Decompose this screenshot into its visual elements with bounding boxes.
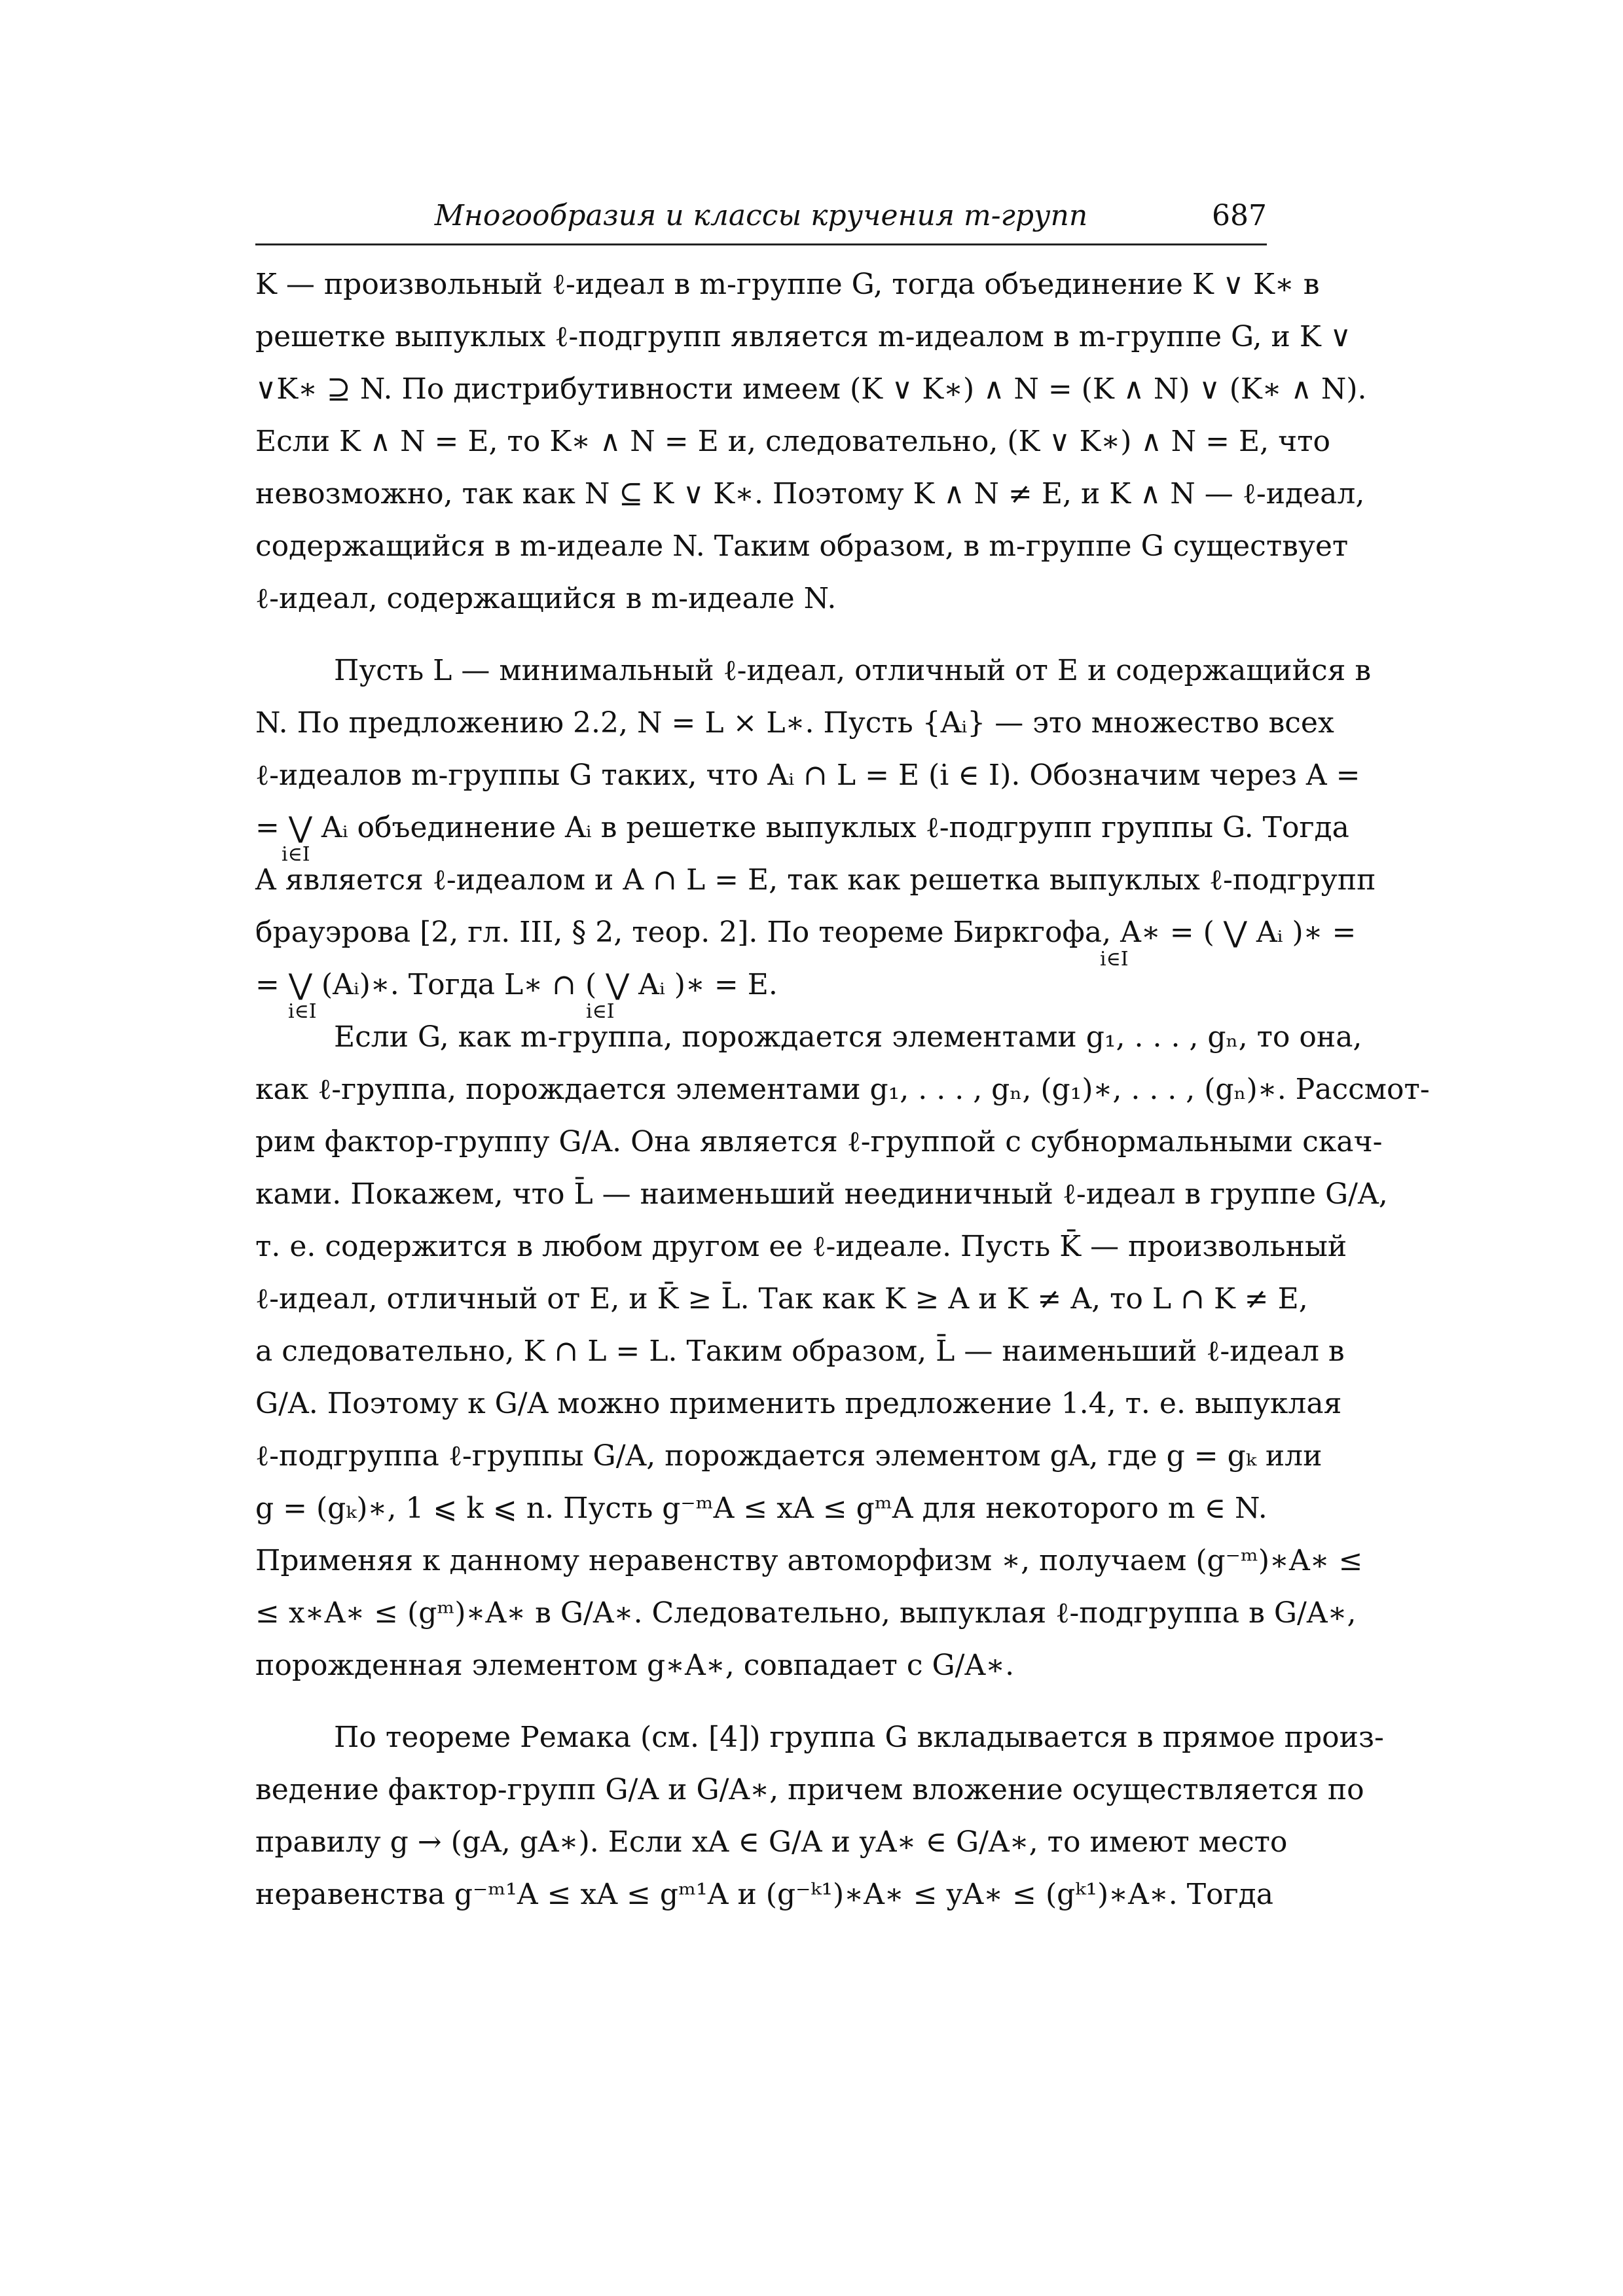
text-line: A является ℓ-идеалом и A ∩ L = E, так как решетка выпуклых ℓ-подгрупп bbox=[255, 863, 1376, 897]
text-line: ∨K∗ ⊇ N. По дистрибутивности имеем (K ∨ K∗) ∧ N = (K ∧ N) ∨ (K∗ ∧ N). bbox=[255, 372, 1367, 406]
text-line: ками. Покажем, что L̄ — наименьший неединичный ℓ-идеал в группе G/A, bbox=[255, 1177, 1388, 1211]
index-subscript: i∈I bbox=[282, 843, 310, 866]
text-line: невозможно, так как N ⊆ K ∨ K∗. Поэтому K ∧ N ≠ E, и K ∧ N — ℓ-идеал, bbox=[255, 477, 1365, 511]
formula-line bbox=[255, 959, 1267, 1023]
text-line: N. По предложению 2.2, N = L × L∗. Пусть {Aᵢ} — это множество всех bbox=[255, 706, 1334, 740]
text-line: ℓ-идеал, содержащийся в m-идеале N. bbox=[255, 582, 837, 615]
text-line: ведение фактор-групп G/A и G/A∗, причем вложение осуществляется по bbox=[255, 1773, 1364, 1806]
index-subscript: i∈I bbox=[586, 1000, 615, 1023]
text-line: По теореме Ремака (см. [4]) группа G вкладывается в прямое произ- bbox=[334, 1721, 1384, 1754]
text-line: правилу g → (gA, gA∗). Если xA ∈ G/A и yA∗ ∈ G/A∗, то имеют место bbox=[255, 1825, 1288, 1859]
paragraph bbox=[255, 1712, 1384, 1921]
text-line: т. е. содержится в любом другом ее ℓ-идеале. Пусть K̄ — произвольный bbox=[255, 1230, 1347, 1263]
text-body bbox=[255, 259, 1430, 1921]
page bbox=[255, 196, 1430, 1921]
text-line: g = (gₖ)∗, 1 ⩽ k ⩽ n. Пусть g⁻ᵐA ≤ xA ≤ gᵐA для некоторого m ∈ N. bbox=[255, 1492, 1267, 1525]
text-line: как ℓ-группа, порождается элементами g₁, . . . , gₙ, (g₁)∗, . . . , (gₙ)∗. Рассмот- bbox=[255, 1073, 1430, 1106]
text-line: Если K ∧ N = E, то K∗ ∧ N = E и, следовательно, (K ∨ K∗) ∧ N = E, что bbox=[255, 425, 1331, 458]
running-title: Многообразия и классы кручения m-групп bbox=[434, 199, 1088, 232]
paragraph bbox=[255, 259, 1367, 625]
text-line: а следовательно, K ∩ L = L. Таким образом, L̄ — наименьший ℓ-идеал в bbox=[255, 1335, 1345, 1368]
formula-line bbox=[255, 906, 1357, 971]
text-line: Если G, как m-группа, порождается элементами g₁, . . . , gₙ, то она, bbox=[334, 1020, 1362, 1054]
text-line: содержащийся в m-идеале N. Таким образом, в m-группе G существует bbox=[255, 529, 1349, 563]
index-subscript: i∈I bbox=[1100, 948, 1129, 971]
text-line: ≤ x∗A∗ ≤ (gᵐ)∗A∗ в G/A∗. Следовательно, выпуклая ℓ-подгруппа в G/A∗, bbox=[255, 1596, 1357, 1630]
text-line: ℓ-идеал, отличный от E, и K̄ ≥ L̄. Так как K ≥ A и K ≠ A, то L ∩ K ≠ E, bbox=[255, 1282, 1308, 1316]
text-line: = ⋁ Aᵢ объединение Aᵢ в решетке выпуклых ℓ-подгрупп группы G. Тогда bbox=[255, 811, 1349, 844]
running-header bbox=[255, 196, 1267, 245]
index-subscript: i∈I bbox=[288, 1000, 317, 1023]
formula-line bbox=[255, 802, 1349, 866]
text-line: решетке выпуклых ℓ-подгрупп является m-идеалом в m-группе G, и K ∨ bbox=[255, 320, 1351, 353]
text-line: Применяя к данному неравенству автоморфизм ∗, получаем (g⁻ᵐ)∗A∗ ≤ bbox=[255, 1544, 1363, 1577]
page-number: 687 bbox=[1212, 199, 1267, 232]
text-line: ℓ-идеалов m-группы G таких, что Aᵢ ∩ L = E (i ∈ I). Обозначим через A = bbox=[255, 759, 1360, 792]
text-line: брауэрова [2, гл. III, § 2, теор. 2]. По теореме Биркгофа, A∗ = ( ⋁ Aᵢ )∗ = bbox=[255, 916, 1357, 949]
text-line: Пусть L — минимальный ℓ-идеал, отличный от E и содержащийся в bbox=[334, 654, 1372, 687]
text-line: рим фактор-группу G/A. Она является ℓ-группой с субнормальными скач- bbox=[255, 1125, 1383, 1158]
paragraph bbox=[255, 645, 1376, 1023]
text-line: K — произвольный ℓ-идеал в m-группе G, тогда объединение K ∨ K∗ в bbox=[255, 268, 1320, 301]
text-line: ℓ-подгруппа ℓ-группы G/A, порождается элементом gA, где g = gₖ или bbox=[255, 1439, 1322, 1473]
text-line: порожденная элементом g∗A∗, совпадает с G/A∗. bbox=[255, 1649, 1015, 1682]
text-line: неравенства g⁻ᵐ¹A ≤ xA ≤ gᵐ¹A и (g⁻ᵏ¹)∗A∗ ≤ yA∗ ≤ (gᵏ¹)∗A∗. Тогда bbox=[255, 1878, 1273, 1911]
text-line: = ⋁ (Aᵢ)∗. Тогда L∗ ∩ ( ⋁ Aᵢ )∗ = E. bbox=[255, 968, 778, 1001]
paragraph bbox=[255, 1011, 1430, 1692]
text-line: G/A. Поэтому к G/A можно применить предложение 1.4, т. е. выпуклая bbox=[255, 1387, 1342, 1420]
